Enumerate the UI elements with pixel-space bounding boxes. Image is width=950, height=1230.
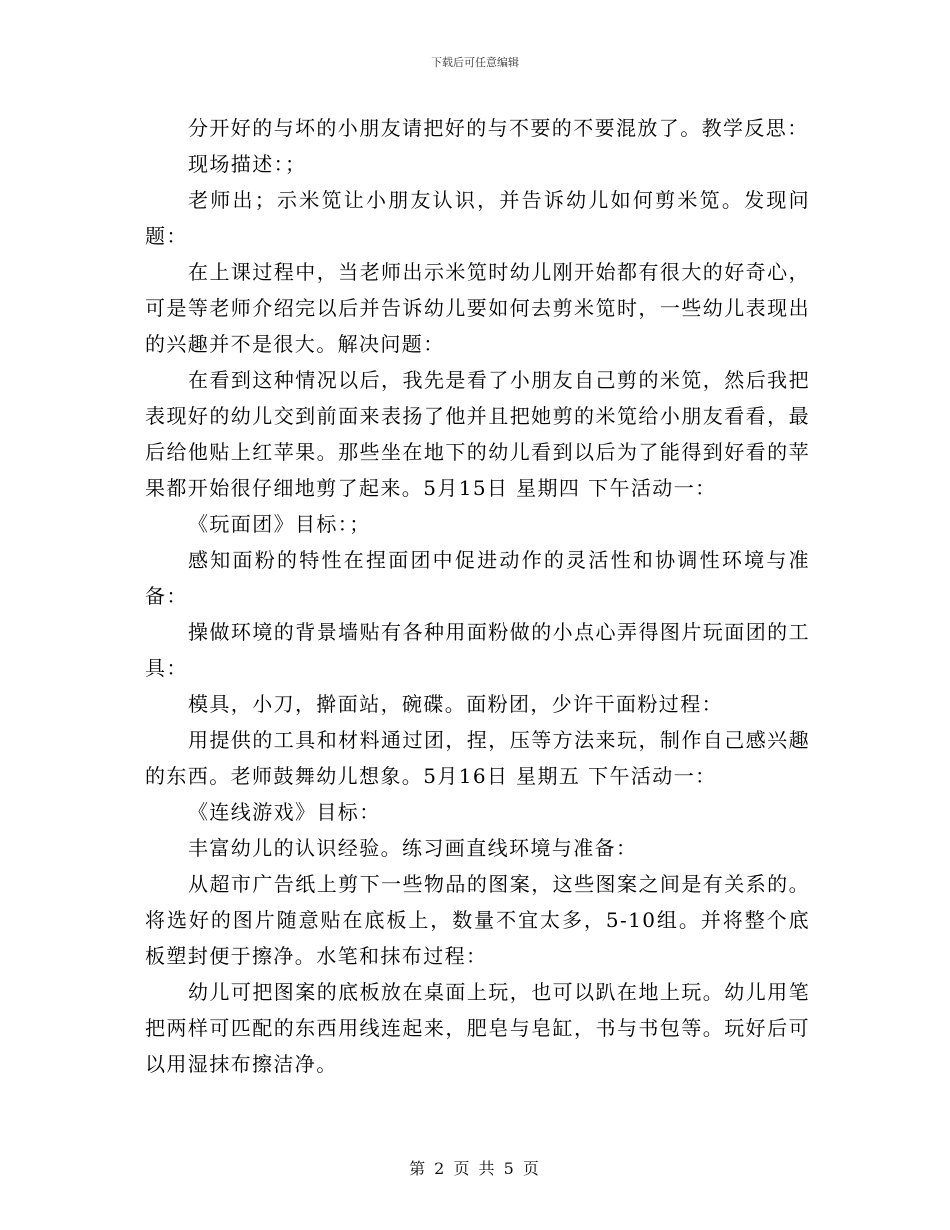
paragraph: 《玩面团》目标：；: [188, 512, 371, 536]
body-text: [145, 110, 810, 1082]
paragraph: 操做环境的背景墙贴有各种用面粉做的小点心弄得图片玩面团的工具：: [145, 620, 810, 680]
paragraph: 丰富幼儿的认识经验。练习画直线环境与准备：: [188, 836, 638, 860]
page-header: 下载后可任意编辑: [431, 56, 519, 69]
paragraph: 老师出；示米笕让小朋友认识，并告诉幼儿如何剪米笕。发现问题：: [145, 188, 810, 248]
paragraph: 用提供的工具和材料通过团，捏，压等方法来玩，制作自己感兴趣的东西。老师鼓舞幼儿想象。5月16日 星期五 下午活动一：: [145, 728, 810, 788]
paragraph: 从超市广告纸上剪下一些物品的图案，这些图案之间是有关系的。将选好的图片随意贴在底板上，数量不宜太多，5-10组。并将整个底板塑封便于擦净。水笔和抹布过程：: [145, 872, 810, 968]
paragraph: 分开好的与坏的小朋友请把好的与不要的不要混放了。教学反思：: [188, 116, 809, 140]
paragraph: 现场描述：；: [188, 152, 307, 176]
page-number-footer: 第 2 页 共 5 页: [409, 1159, 541, 1178]
paragraph: 幼儿可把图案的底板放在桌面上玩，也可以趴在地上玩。幼儿用笔把两样可匹配的东西用线连起来，肥皂与皂缸，书与书包等。玩好后可以用湿抹布擦洁净。: [145, 980, 810, 1076]
paragraph: 在看到这种情况以后，我先是看了小朋友自己剪的米笕，然后我把表现好的幼儿交到前面来表扬了他并且把她剪的米笕给小朋友看看，最后给他贴上红苹果。那些坐在地下的幼儿看到以后为了能得到好看的苹果都开始很仔细地剪了起来。5月15日 星期四 下午活动一：: [145, 368, 810, 500]
paragraph: 感知面粉的特性在捏面团中促进动作的灵活性和协调性环境与准备：: [145, 548, 810, 608]
paragraph: 在上课过程中，当老师出示米笕时幼儿刚开始都有很大的好奇心，可是等老师介绍完以后并告诉幼儿要如何去剪米笕时，一些幼儿表现出的兴趣并不是很大。解决问题：: [145, 260, 810, 356]
paragraph: 《连线游戏》目标：: [188, 800, 381, 824]
paragraph: 模具，小刀，擀面站，碗碟。面粉团，少许干面粉过程：: [188, 692, 723, 716]
